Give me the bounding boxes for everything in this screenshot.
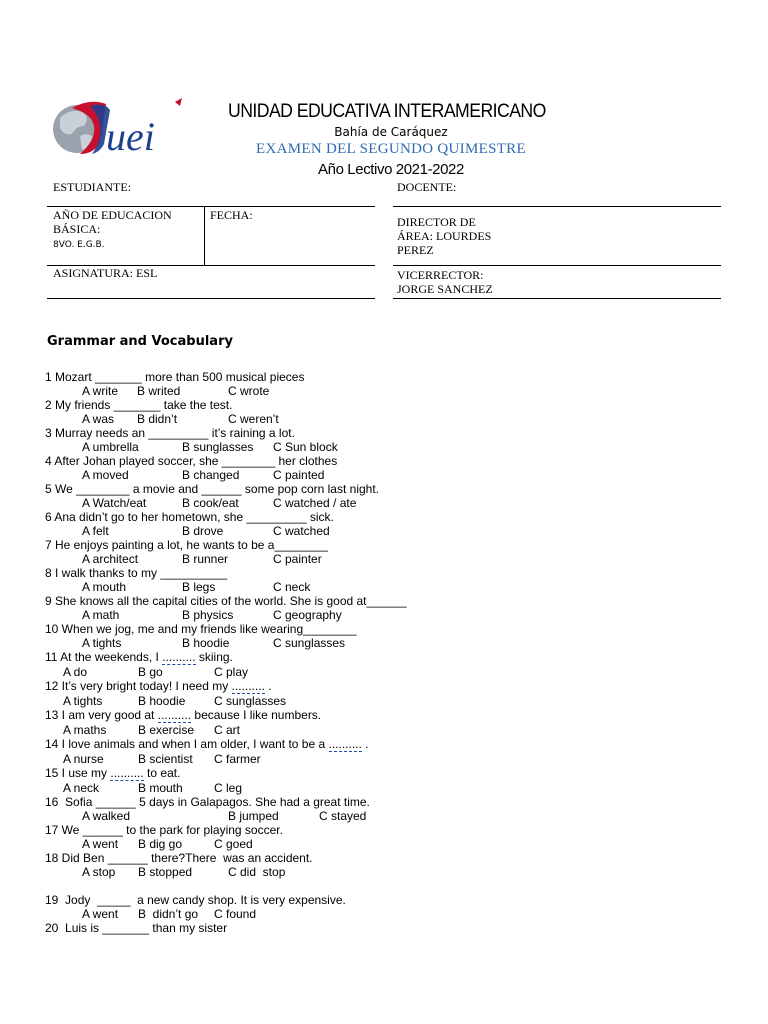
question-15: [45, 766, 180, 781]
option-b: B drove: [182, 524, 224, 538]
vicerrector-line2: JORGE SANCHEZ: [397, 282, 493, 296]
divider: [393, 206, 721, 207]
question-text: .: [264, 679, 272, 693]
option-c: C art: [214, 723, 241, 737]
option-c: C farmer: [214, 752, 261, 766]
option-b: B go: [138, 665, 163, 679]
option-a: A architect: [82, 552, 139, 566]
answer-blank: ..........: [231, 679, 265, 693]
option-c: C goed: [214, 837, 253, 851]
option-b: B scientist: [138, 752, 193, 766]
question-16: 16 Sofia ______ 5 days in Galapagos. She had a great time.: [45, 795, 370, 809]
question-2: 2 My friends _______ take the test.: [45, 398, 233, 412]
option-c: C sunglasses: [273, 636, 346, 650]
answer-blank: ..........: [328, 737, 362, 751]
question-text: 12 It’s very bright today! I need my: [45, 679, 232, 693]
question-text: 14 I love animals and when I am older, I want to be a: [45, 737, 329, 751]
option-b: B cook/eat: [182, 496, 239, 510]
answer-blank: ..........: [162, 650, 196, 664]
director-line2: ÁREA: LOURDES: [397, 229, 492, 243]
question-text: 13 I am very good at: [45, 708, 158, 722]
option-b: B writed: [137, 384, 181, 398]
option-b: B exercise: [138, 723, 195, 737]
vicerrector-line1: VICERRECTOR:: [397, 268, 484, 282]
grade-label-line1: AÑO DE EDUCACION: [53, 208, 172, 222]
option-c: C stayed: [319, 809, 367, 823]
question-7: 7 He enjoys painting a lot, he wants to be a________: [45, 538, 328, 552]
option-a: A was: [82, 412, 115, 426]
option-c: C Sun block: [273, 440, 338, 454]
question-11: [45, 650, 233, 665]
option-a: A went: [82, 837, 119, 851]
question-text: 11 At the weekends, I: [45, 650, 163, 664]
option-a: A mouth: [82, 580, 127, 594]
option-c: C sunglasses: [214, 694, 287, 708]
question-1: 1 Mozart _______ more than 500 musical pieces: [45, 370, 305, 384]
question-text: to eat.: [143, 766, 181, 780]
question-5: 5 We ________ a movie and ______ some pop corn last night.: [45, 482, 380, 496]
option-a: A walked: [82, 809, 131, 823]
area-director: [397, 215, 491, 257]
question-text: .: [361, 737, 369, 751]
option-b: B mouth: [138, 781, 183, 795]
question-20: 20 Luis is _______ than my sister: [45, 921, 228, 935]
option-b: B jumped: [228, 809, 279, 823]
answer-blank: ..........: [110, 766, 144, 780]
question-4: 4 After Johan played soccer, she ________ her clothes: [45, 454, 338, 468]
option-b: B sunglasses: [182, 440, 254, 454]
option-b: B runner: [182, 552, 229, 566]
exam-title: EXAMEN DEL SEGUNDO QUIMESTRE: [256, 141, 526, 157]
option-b: B hoodie: [182, 636, 230, 650]
option-a: A stop: [82, 865, 116, 879]
divider: [393, 265, 721, 266]
option-a: A tights: [82, 636, 122, 650]
question-8: 8 I walk thanks to my __________: [45, 566, 228, 580]
section-title: Grammar and Vocabulary: [47, 334, 233, 349]
director-line1: DIRECTOR DE: [397, 215, 476, 229]
question-14: [45, 737, 369, 752]
school-city: Bahía de Caráquez: [334, 125, 448, 139]
option-a: A neck: [63, 781, 100, 795]
question-text: because I like numbers.: [191, 708, 322, 722]
option-b: B didn’t go: [138, 907, 199, 921]
question-17: 17 We ______ to the park for playing soccer.: [45, 823, 283, 837]
option-c: C watched: [273, 524, 330, 538]
vicerrector: [397, 268, 493, 296]
option-c: C play: [214, 665, 249, 679]
question-text: 15 I use my: [45, 766, 111, 780]
option-b: B didn’t: [137, 412, 178, 426]
option-a: A nurse: [63, 752, 104, 766]
grade-label: [53, 208, 172, 252]
option-a: A math: [82, 608, 120, 622]
option-a: A write: [82, 384, 119, 398]
option-a: A do: [63, 665, 88, 679]
option-b: B changed: [182, 468, 240, 482]
option-c: C painter: [273, 552, 322, 566]
option-c: C leg: [214, 781, 243, 795]
divider: [47, 206, 375, 207]
option-b: B physics: [182, 608, 234, 622]
question-18: 18 Did Ben ______ there?There was an accident.: [45, 851, 313, 865]
option-b: B legs: [182, 580, 216, 594]
option-c: C did stop: [228, 865, 286, 879]
option-a: A tights: [63, 694, 103, 708]
grade-label-line2: BÁSICA:: [53, 222, 101, 236]
school-year: Año Lectivo 2021-2022: [318, 161, 464, 178]
school-name: UNIDAD EDUCATIVA INTERAMERICANO: [228, 101, 546, 122]
option-a: A felt: [82, 524, 109, 538]
grade-value: 8VO. E.G.B.: [53, 240, 105, 250]
question-13: [45, 708, 321, 723]
question-12: [45, 679, 272, 694]
divider: [47, 298, 375, 299]
director-line3: PEREZ: [397, 243, 434, 257]
logo-text: uei: [106, 114, 155, 159]
subject-label: ASIGNATURA: ESL: [53, 266, 158, 280]
option-c: C painted: [273, 468, 325, 482]
option-a: A Watch/eat: [82, 496, 147, 510]
option-c: C weren’t: [228, 412, 279, 426]
option-c: C neck: [273, 580, 311, 594]
question-19: 19 Jody _____ a new candy shop. It is very expensive.: [45, 893, 346, 907]
student-label: ESTUDIANTE:: [53, 180, 131, 194]
option-a: A moved: [82, 468, 129, 482]
question-3: 3 Murray needs an _________ it’s raining a lot.: [45, 426, 295, 440]
option-b: B dig go: [138, 837, 183, 851]
option-a: A maths: [63, 723, 107, 737]
option-a: A umbrella: [82, 440, 139, 454]
option-c: C geography: [273, 608, 342, 622]
teacher-label: DOCENTE:: [397, 180, 457, 194]
option-c: C watched / ate: [273, 496, 357, 510]
question-6: 6 Ana didn’t go to her hometown, she _________ sick.: [45, 510, 334, 524]
question-9: 9 She knows all the capital cities of the world. She is good at______: [45, 594, 407, 608]
option-b: B stopped: [138, 865, 193, 879]
option-c: C found: [214, 907, 257, 921]
divider: [204, 206, 205, 265]
divider: [393, 298, 721, 299]
answer-blank: ..........: [157, 708, 192, 722]
date-label: FECHA:: [210, 208, 253, 222]
option-c: C wrote: [228, 384, 270, 398]
option-b: B hoodie: [138, 694, 186, 708]
question-text: skiing.: [195, 650, 233, 664]
question-10: 10 When we jog, me and my friends like wearing________: [45, 622, 357, 636]
option-a: A went: [82, 907, 119, 921]
